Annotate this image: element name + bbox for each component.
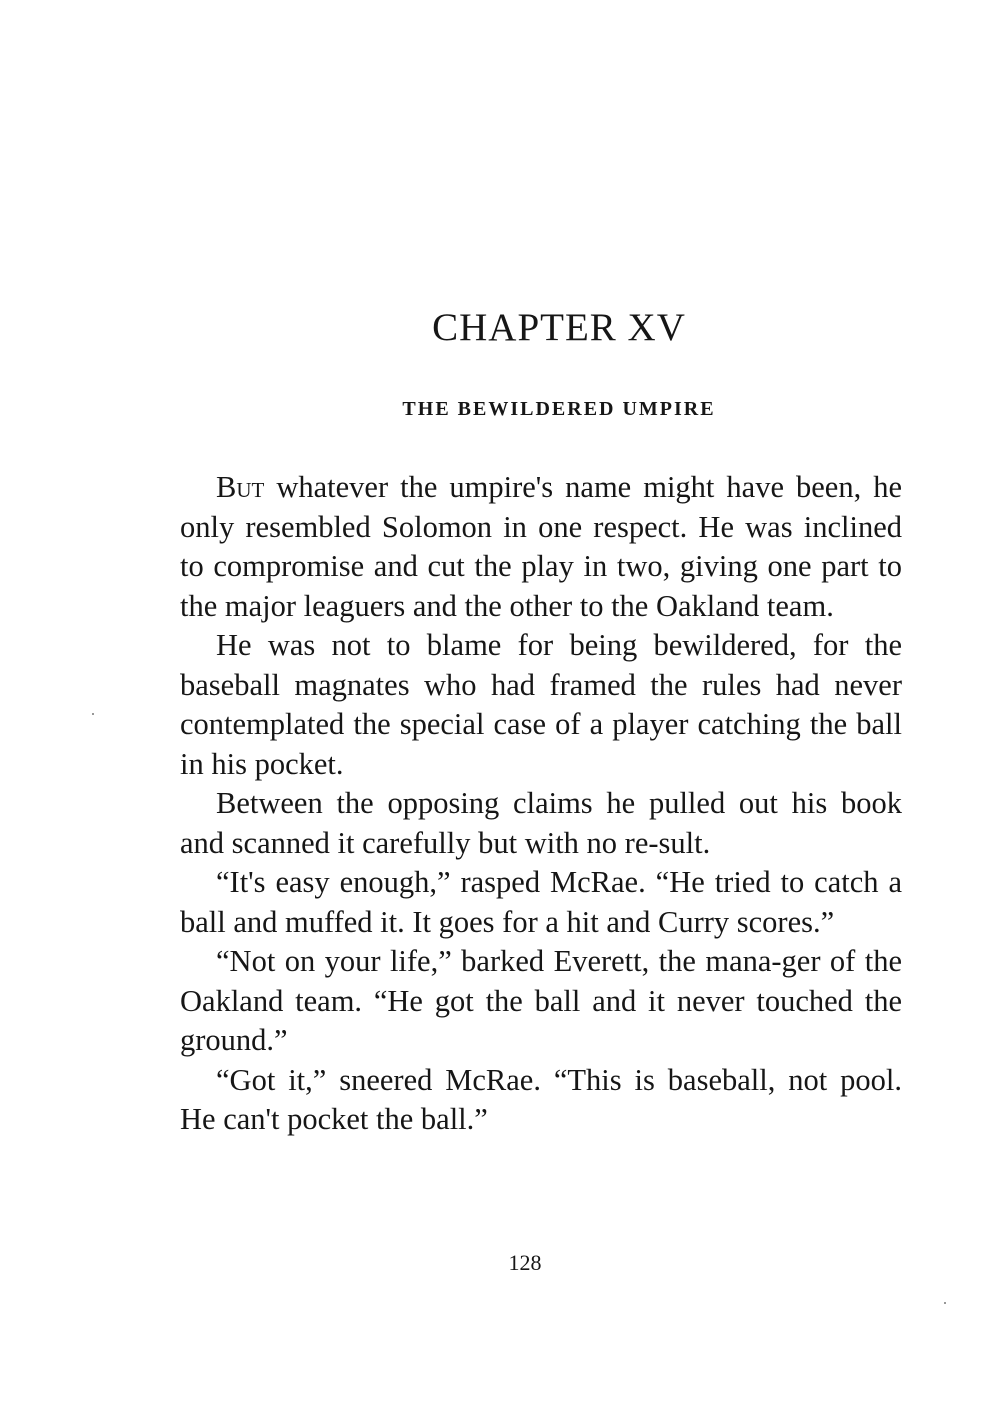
scan-speck (92, 713, 94, 715)
page-number: 128 (508, 1250, 542, 1275)
paragraph-2: He was not to blame for being bewildered, for the baseball magnates who had framed the rules had never contemplated the special case of a player catching the ball in his pocket. (180, 628, 902, 781)
paragraph-6: “Got it,” sneered McRae. “This is baseball, not pool. He can't pocket the ball.” (180, 1062, 902, 1136)
paragraph-1-text: whatever the umpire's name might have been, he only resembled Solomon in one respect. He was inclined to compromise and cut the play in two, giving one part to the major leaguers and the other to the Oakland team. (180, 470, 902, 623)
chapter-number-heading: CHAPTER XV (432, 306, 686, 349)
body-text (180, 468, 902, 1140)
paragraph-1 (180, 468, 902, 626)
paragraph-4: “It's easy enough,” rasped McRae. “He tried to catch a ball and muffed it. It goes for a hit and Curry scores.” (180, 865, 902, 939)
chapter-title: THE BEWILDERED UMPIRE (402, 398, 716, 420)
scan-speck (944, 1302, 946, 1304)
paragraph-3: Between the opposing claims he pulled out his book and scanned it carefully but with no re-sult. (180, 786, 902, 860)
paragraph-5: “Not on your life,” barked Everett, the mana-ger of the Oakland team. “He got the ball and it never touched the ground.” (180, 944, 902, 1057)
paragraph-1-opening-word: But (216, 470, 265, 504)
